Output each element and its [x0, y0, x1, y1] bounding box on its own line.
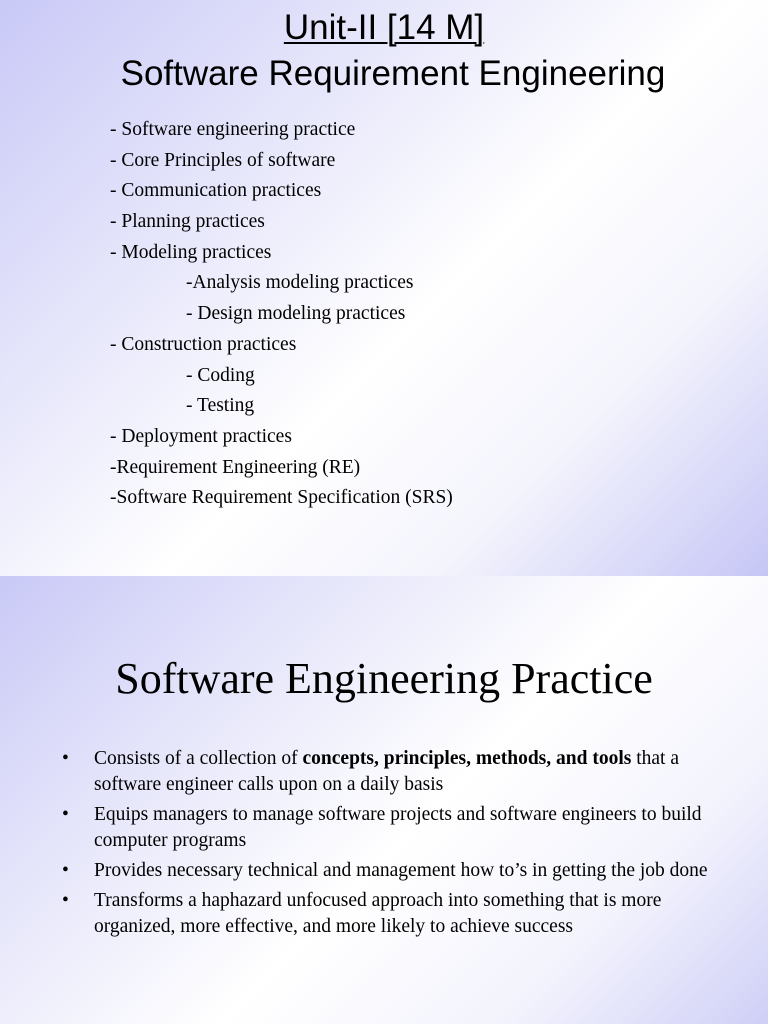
topic-item: - Communication practices [110, 180, 322, 202]
topic-item: - Planning practices [110, 211, 265, 233]
topic-item: - Modeling practices [110, 241, 272, 263]
topic-item: -Software Requirement Specification (SRS) [110, 487, 453, 509]
slide-title-topic: Software Requirement Engineering [120, 54, 666, 93]
topic-item: - Deployment practices [110, 425, 292, 447]
topic-subitem: - Testing [186, 395, 255, 417]
topic-list [110, 115, 453, 514]
slide-title: Software Engineering Practice [115, 654, 653, 703]
bullet-text: Provides necessary technical and management how to’s in getting the job done [94, 860, 708, 881]
topic-subitem: - Coding [186, 364, 255, 386]
slide-title-unit: Unit-II [14 M] [283, 8, 485, 47]
bullet-item [62, 746, 722, 798]
bullet-text-after: that a software engineer calls upon on a daily basis [94, 748, 679, 795]
topic-item: - Core Principles of software [110, 149, 336, 171]
bullet-item [62, 888, 722, 940]
bullet-text-bold: concepts, principles, methods, and tools [302, 748, 632, 769]
bullet-text-before: Consists of a collection of [94, 748, 303, 769]
bullet-text: Equips managers to manage software projects and software engineers to build computer programs [94, 804, 702, 851]
bullet-item [62, 802, 722, 854]
topic-item: -Requirement Engineering (RE) [110, 456, 361, 478]
bullet-list [62, 746, 722, 944]
topic-item: - Software engineering practice [110, 119, 356, 140]
slide-software-engineering-practice [0, 576, 768, 1024]
bullet-icon: • [62, 890, 69, 911]
topic-subitem: -Analysis modeling practices [186, 272, 414, 294]
bullet-icon: • [62, 748, 69, 769]
bullet-text: Transforms a haphazard unfocused approach into something that is more organized, more effective, and more likely to achieve success [94, 890, 662, 937]
topic-item: - Construction practices [110, 333, 297, 355]
bullet-icon: • [62, 860, 69, 881]
bullet-item [62, 858, 722, 884]
topic-subitem: - Design modeling practices [186, 303, 406, 325]
bullet-icon: • [62, 804, 69, 825]
